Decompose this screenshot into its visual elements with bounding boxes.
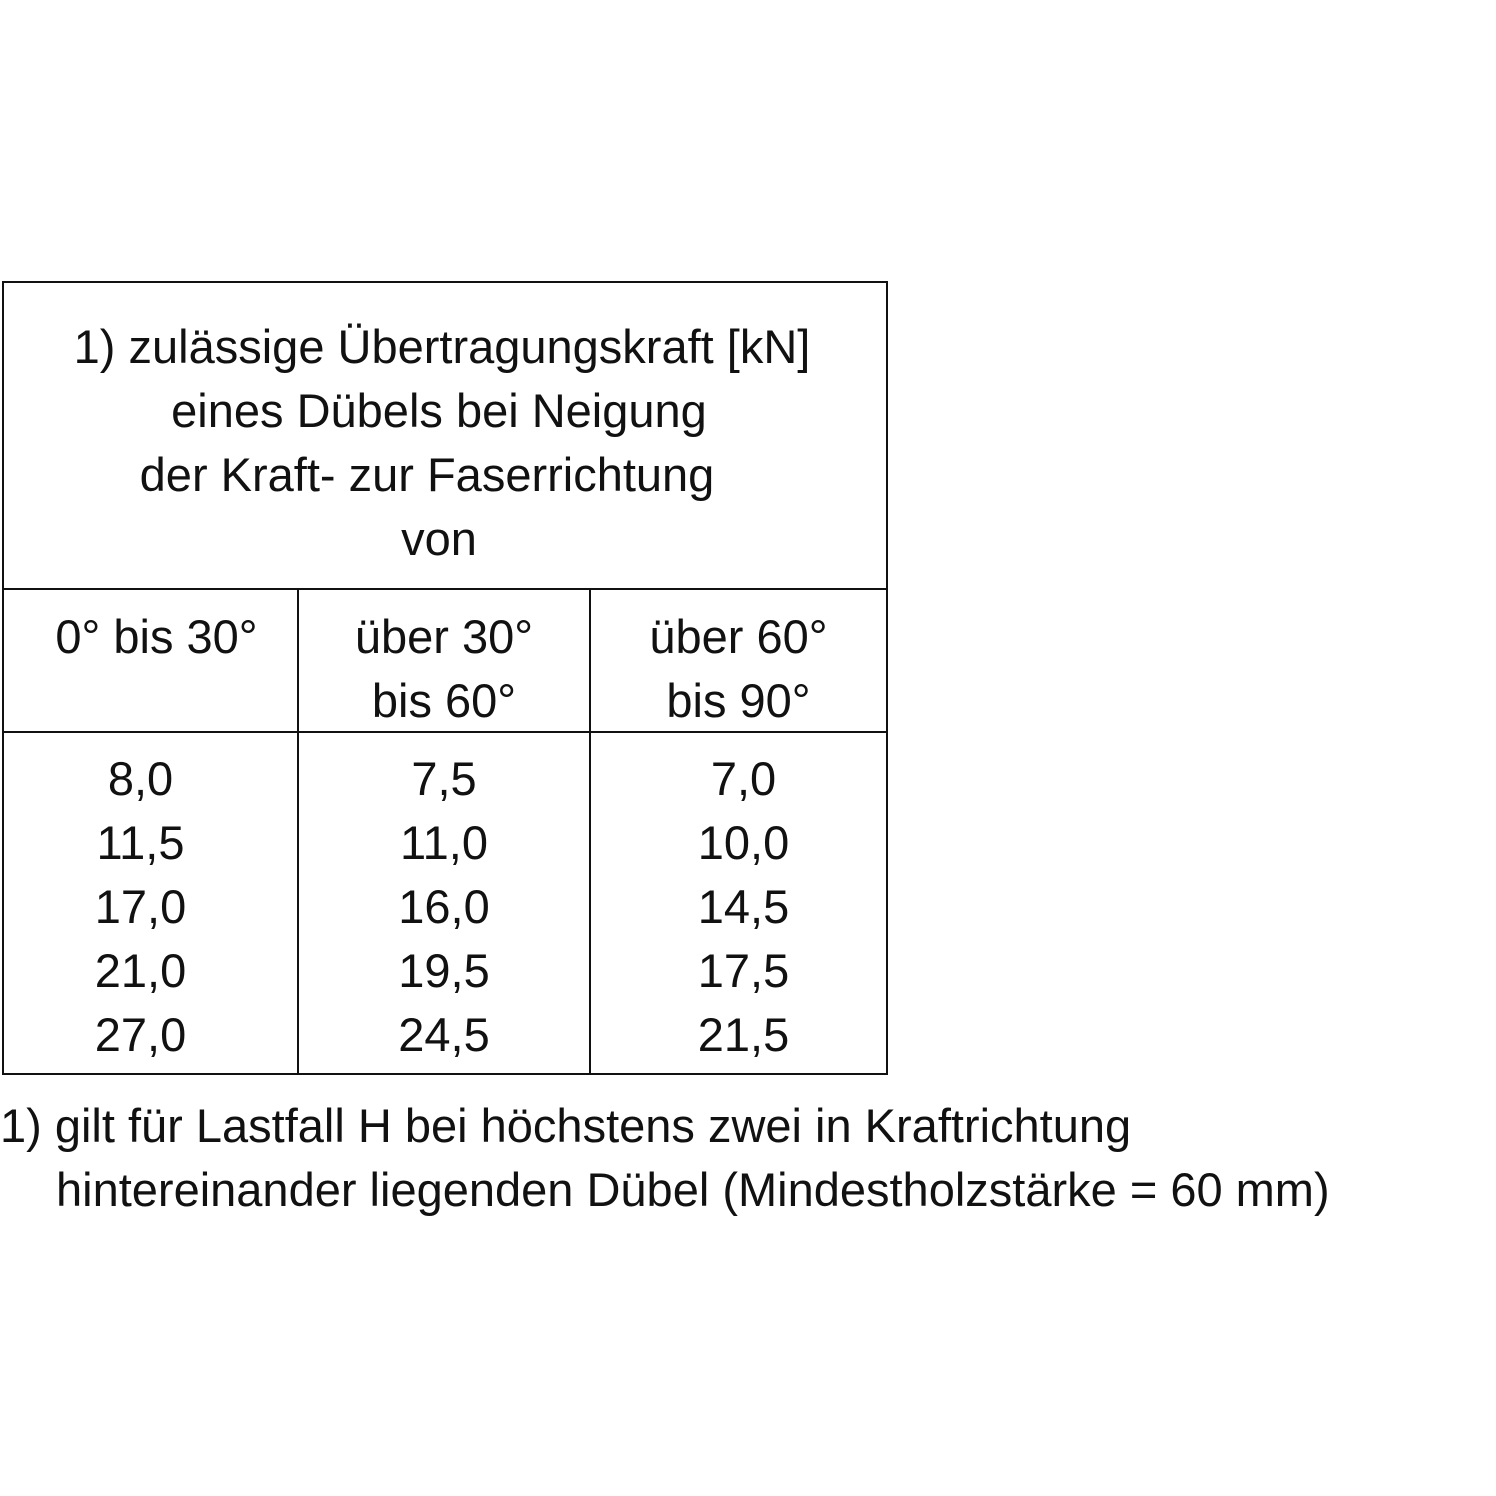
footnote-line: hintereinander liegenden Dübel (Mindestholzstärke = 60 mm)	[56, 1163, 1330, 1216]
footnote-line: 1) gilt für Lastfall H bei höchstens zwei in Kraftrichtung	[0, 1099, 1132, 1152]
table-cell: 16,0	[398, 880, 490, 933]
column-header	[591, 605, 886, 733]
table-cell: 11,5	[96, 816, 185, 869]
table-cell: 17,5	[697, 944, 790, 997]
table-cell: 8,0	[107, 752, 174, 805]
footnote	[0, 1094, 1496, 1222]
column-header-line: über 60°	[649, 610, 828, 663]
table-cell: 10,0	[697, 816, 790, 869]
table-cell: 24,5	[398, 1008, 490, 1061]
table-cell: 19,5	[398, 944, 490, 997]
table-title-cell	[4, 283, 886, 590]
column-values	[596, 747, 891, 1067]
table-cell: 14,5	[697, 880, 790, 933]
table-title-line: eines Dübels bei Neigung	[171, 384, 707, 437]
column-header-line: bis 90°	[666, 674, 811, 727]
table-title-line: von	[401, 512, 477, 565]
table-cell: 7,5	[411, 752, 477, 805]
column-header-line: bis 60°	[371, 674, 517, 727]
column-header-line: 0° bis 30°	[55, 610, 258, 663]
table-title-line: der Kraft- zur Faserrichtung	[139, 448, 715, 501]
table-cell: 27,0	[94, 1008, 187, 1061]
table-cell: 11,0	[400, 816, 488, 869]
table-cell: 21,5	[697, 1008, 790, 1061]
column-values	[0, 747, 287, 1067]
table-title-line: 1) zulässige Übertragungskraft [kN]	[73, 320, 811, 373]
table-cell: 17,0	[94, 880, 187, 933]
table-cell: 21,0	[94, 944, 187, 997]
column-header	[10, 605, 303, 669]
column-values	[299, 747, 589, 1067]
column-header-line: über 30°	[354, 610, 534, 663]
column-header	[299, 605, 589, 733]
table-cell: 7,0	[710, 752, 777, 805]
load-table	[2, 281, 888, 1075]
